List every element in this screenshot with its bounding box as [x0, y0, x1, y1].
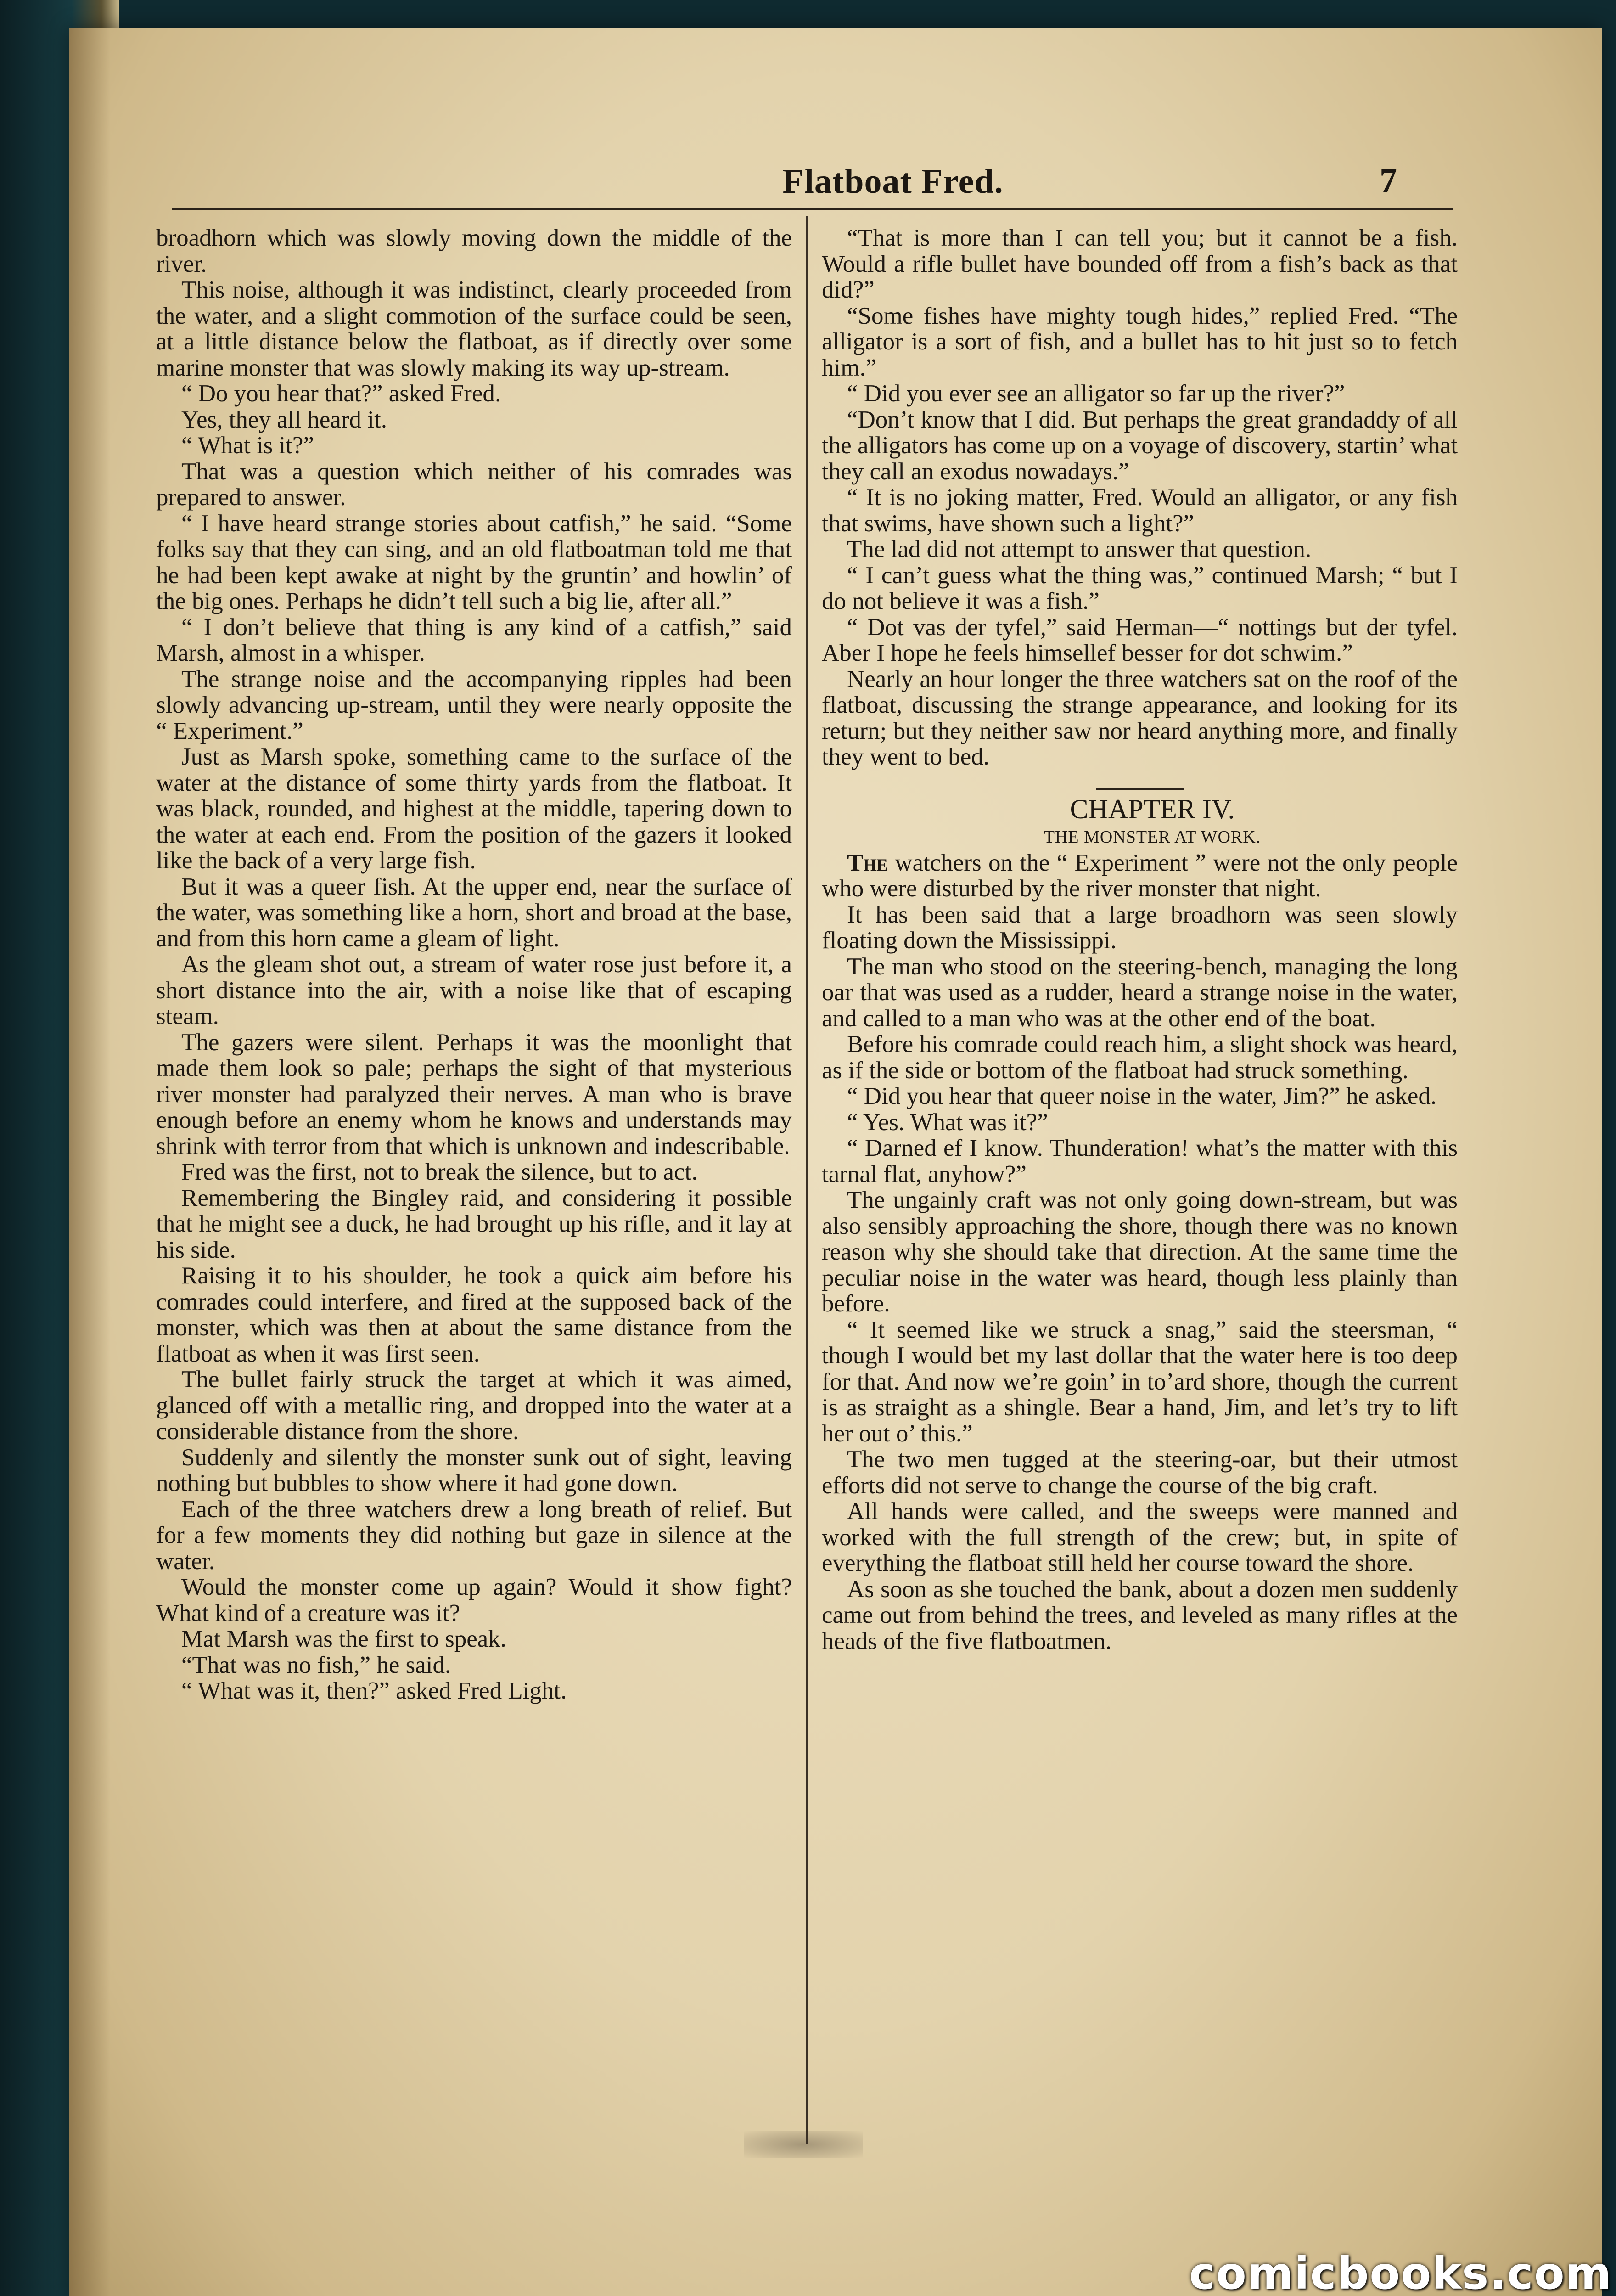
paragraph: “ I can’t guess what the thing was,” continued Marsh; “ but I do not believe it was a fish.” — [822, 562, 1458, 614]
paragraph: Raising it to his shoulder, he took a quick aim before his comrades could interfere, and fired at the supposed back of the monster, which was then at about the same distance from the flatboat as when it was first seen. — [156, 1262, 792, 1367]
paragraph: Just as Marsh spoke, something came to the surface of the water at the distance of some thirty yards from the flatboat. It was black, rounded, and highest at the middle, tapering down to the water at each end. From the position of the gazers it looked like the back of a very large fish. — [156, 743, 792, 874]
paragraph: “ I don’t believe that thing is any kind of a catfish,” said Marsh, almost in a whisper. — [156, 613, 792, 666]
paragraph: The gazers were silent. Perhaps it was the moonlight that made them look so pale; perhaps the sight of that mysterious river monster had paralyzed their nerves. A man who is brave enough before an enemy whom he knows and understands may shrink with terror from that which is unknown and indescribable. — [156, 1029, 792, 1159]
left-column — [156, 225, 792, 1704]
paragraph: It has been said that a large broadhorn was seen slowly floating down the Mississippi. — [822, 901, 1458, 954]
paragraph: As the gleam shot out, a stream of water rose just before it, a short distance into the air, with a noise like that of escaping steam. — [156, 951, 792, 1030]
paragraph: “ What is it?” — [181, 432, 314, 459]
page-number: 7 — [1380, 161, 1397, 200]
paragraph: “That was no fish,” he said. — [181, 1651, 451, 1678]
footer-ink-smudge — [744, 2131, 863, 2158]
chapter-rule — [1096, 788, 1184, 790]
paragraph: The ungainly craft was not only going down-stream, but was also sensibly approaching the shore, though there was no known reason why she should take that direction. At the same time the peculiar noise in the water was heard, though less plainly than before. — [822, 1187, 1458, 1317]
site-watermark: comicbooks.com — [1189, 2248, 1612, 2296]
paragraph: “ It is no joking matter, Fred. Would an alligator, or any fish that swims, have shown such a light?” — [822, 484, 1458, 537]
paragraph: “ Did you ever see an alligator so far up the river?” — [847, 380, 1345, 407]
paragraph: As soon as she touched the bank, about a dozen men suddenly came out from behind the trees, and leveled as many rifles at the heads of the five flatboatmen. — [822, 1576, 1458, 1654]
paragraph: Nearly an hour longer the three watchers sat on the roof of the flatboat, discussing the strange appearance, and looking for its return; but they neither saw nor heard anything more, and finally they went to bed. — [822, 665, 1458, 770]
paragraph: This noise, although it was indistinct, clearly proceeded from the water, and a slight commotion of the surface could be seen, at a little distance below the flatboat, as if directly over some marine monster that was slowly making its way up-stream. — [156, 276, 792, 381]
paragraph: “Don’t know that I did. But perhaps the great grandaddy of all the alligators has come up on a voyage of discovery, startin’ what they call an exodus nowadays.” — [822, 406, 1458, 485]
paragraph: Before his comrade could reach him, a slight shock was heard, as if the side or bottom of the flatboat had struck something. — [822, 1031, 1458, 1084]
column-divider — [806, 216, 808, 2144]
paragraph: The lad did not attempt to answer that question. — [847, 536, 1312, 563]
paragraph: The bullet fairly struck the target at which it was aimed, glanced off with a metallic ring, and dropped into the water at a considerable distance from the shore. — [156, 1366, 792, 1445]
paragraph: “ What was it, then?” asked Fred Light. — [181, 1677, 567, 1704]
paragraph: “ Did you hear that queer noise in the water, Jim?” he asked. — [847, 1083, 1437, 1109]
paragraph: The strange noise and the accompanying ripples had been slowly advancing up-stream, until they were nearly opposite the “ Experiment.” — [156, 665, 792, 744]
chapter-heading: CHAPTER IV. — [1070, 793, 1235, 824]
chapter-subtitle: THE MONSTER AT WORK. — [1044, 827, 1261, 847]
page-gutter-shadow — [69, 28, 110, 2296]
paragraph: All hands were called, and the sweeps were manned and worked with the full strength of the crew; but, in spite of everything the flatboat still held her course toward the shore. — [822, 1498, 1458, 1576]
paragraph: broadhorn which was slowly moving down the middle of the river. — [156, 225, 792, 277]
paragraph: “ I have heard strange stories about catfish,” he said. “Some folks say that they can sing, and an old flatboatman told me that he had been kept awake at night by the gruntin’ and howlin’ of the big ones. Perhaps he didn’t tell such a big lie, after all.” — [156, 510, 792, 614]
paragraph: Would the monster come up again? Would it show fight? What kind of a creature was it? — [156, 1574, 792, 1626]
paragraph: The two men tugged at the steering-oar, but their utmost efforts did not serve to change the course of the big craft. — [822, 1446, 1458, 1499]
chapter-opening-paragraph — [822, 850, 1458, 902]
paragraph: The man who stood on the steering-bench, managing the long oar that was used as a rudder, heard a strange noise in the water, and called to a man who was at the other end of the boat. — [822, 953, 1458, 1032]
paragraph: That was a question which neither of his comrades was prepared to answer. — [156, 458, 792, 511]
paragraph: “ Dot vas der tyfel,” said Herman—“ nottings but der tyfel. Aber I hope he feels himsellef besser for dot schwim.” — [822, 613, 1458, 666]
paragraph: “ Yes. What was it?” — [847, 1109, 1048, 1136]
paragraph: Remembering the Bingley raid, and considering it possible that he might see a duck, he had brought up his rifle, and it lay at his side. — [156, 1184, 792, 1263]
paragraph: “ Do you hear that?” asked Fred. — [181, 380, 501, 407]
running-head-title: Flatboat Fred. — [782, 162, 1004, 201]
right-column — [822, 225, 1458, 1654]
header-rule — [172, 208, 1453, 210]
paragraph: But it was a queer fish. At the upper end, near the surface of the water, was something like a horn, short and broad at the base, and from this horn came a gleam of light. — [156, 873, 792, 952]
paragraph: “Some fishes have mighty tough hides,” replied Fred. “The alligator is a sort of fish, and a bullet has to hit just so to fetch him.” — [822, 302, 1458, 381]
paragraph: Fred was the first, not to break the silence, but to act. — [181, 1159, 698, 1185]
chapter-first-paragraph-text: watchers on the “ Experiment ” were not the only people who were disturbed by the river monster that night. — [822, 849, 1458, 902]
paragraph: Mat Marsh was the first to speak. — [181, 1626, 506, 1652]
paragraph: Each of the three watchers drew a long breath of relief. But for a few moments they did nothing but gaze in silence at the water. — [156, 1496, 792, 1575]
paragraph: “ Darned ef I know. Thunderation! what’s the matter with this tarnal flat, anyhow?” — [822, 1135, 1458, 1187]
paragraph: “ It seemed like we struck a snag,” said the steersman, “ though I would bet my last dollar that the water here is too deep for that. And now we’re goin’ in to’ard shore, though the current is as straight as a shingle. Bear a hand, Jim, and let’s try to lift her out o’ this.” — [822, 1316, 1458, 1447]
paragraph: Suddenly and silently the monster sunk out of sight, leaving nothing but bubbles to show where it had gone down. — [156, 1444, 792, 1497]
paragraph: Yes, they all heard it. — [181, 406, 387, 433]
paragraph: “That is more than I can tell you; but it cannot be a fish. Would a rifle bullet have bounded off from a fish’s back as that did?” — [822, 225, 1458, 303]
chapter-first-word: The — [847, 849, 888, 876]
